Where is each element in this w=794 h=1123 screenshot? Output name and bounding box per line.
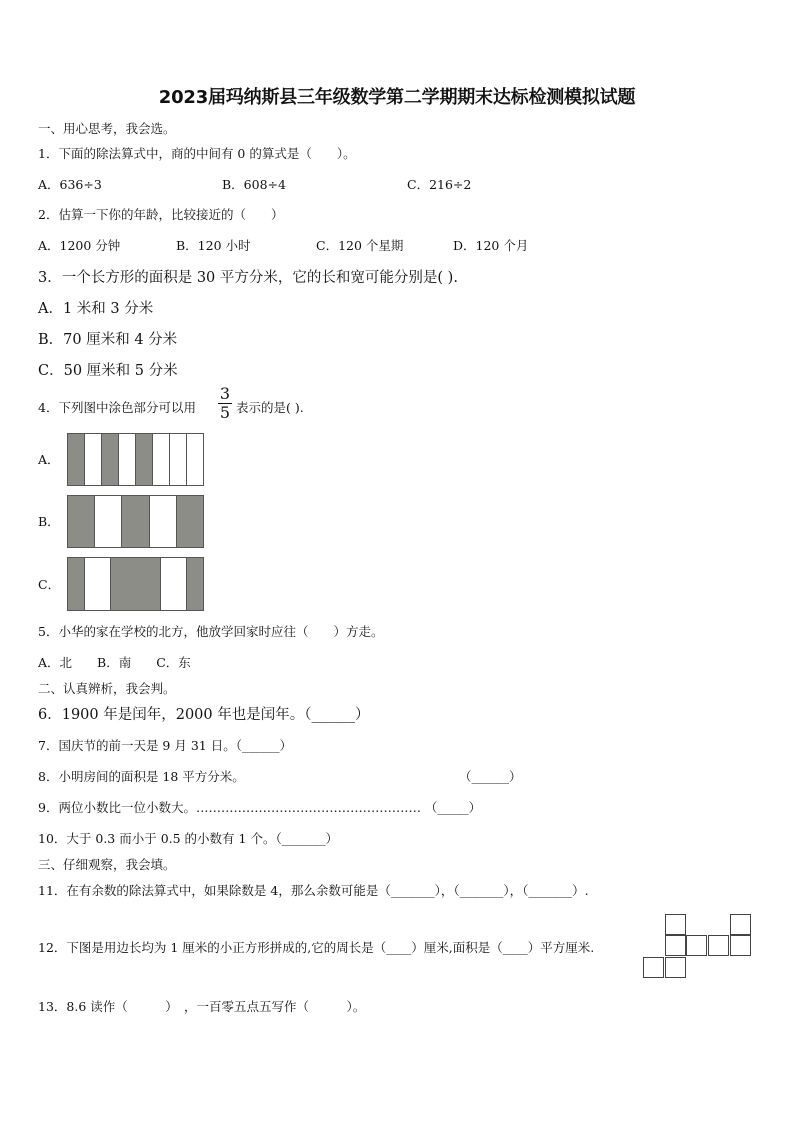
figure-b-stripe-2 (95, 496, 122, 547)
question-4-stem-prefix: 4．下列图中涂色部分可以用 (38, 400, 196, 415)
grid-square (665, 914, 686, 935)
section-heading-2: 二、认真辨析，我会判。 (38, 681, 176, 696)
question-5-options: A．北 B．南 C．东 (38, 655, 191, 670)
figure-c (67, 557, 204, 611)
question-1-stem: 1．下面的除法算式中，商的中间有 0 的算式是（ ）。 (38, 146, 356, 161)
question-4-option-a-label: A． (38, 452, 60, 467)
fraction-denominator: 5 (219, 403, 231, 422)
fraction (218, 386, 232, 421)
section-heading-1: 一、用心思考，我会选。 (38, 121, 176, 136)
figure-a-stripe-6 (153, 434, 170, 485)
figure-b (67, 495, 204, 548)
figure-c-stripe-3 (111, 558, 162, 610)
question-8-text: 8．小明房间的面积是 18 平方分米。 (38, 769, 245, 784)
figure-b-stripe-3 (122, 496, 149, 547)
figure-b-stripe-4 (150, 496, 177, 547)
page-title: 2023届玛纳斯县三年级数学第二学期期末达标检测模拟试题 (158, 87, 636, 108)
question-9: 9．两位小数比一位小数大。……………………………………………… （_____） (38, 800, 482, 815)
grid-square (686, 935, 707, 956)
figure-a (67, 433, 204, 486)
question-7: 7．国庆节的前一天是 9 月 31 日。（______） (38, 738, 292, 753)
question-4-option-c-label: C． (38, 577, 61, 592)
figure-a-stripe-3 (102, 434, 119, 485)
question-1-option-b: B．608÷4 (222, 177, 286, 192)
question-13: 13．8.6 读作（ ） ，一百零五点五写作（ ）。 (38, 999, 366, 1014)
figure-b-stripe-1 (68, 496, 95, 547)
question-2-option-c: C．120 个星期 (316, 238, 404, 253)
figure-c-stripe-4 (161, 558, 187, 610)
fraction-numerator: 3 (219, 384, 231, 403)
question-2-option-b: B．120 小时 (176, 238, 251, 253)
grid-square (730, 935, 751, 956)
question-11: 11．在有余数的除法算式中，如果除数是 4，那么余数可能是（_______），（_______），（_______）. (38, 883, 589, 898)
section-heading-3: 三、仔细观察，我会填。 (38, 857, 176, 872)
grid-square (643, 957, 664, 978)
figure-a-stripe-5 (136, 434, 153, 485)
question-3-stem: 3．一个长方形的面积是 30 平方分米，它的长和宽可能分别是( ). (38, 270, 458, 286)
question-2-option-d: D．120 个月 (453, 238, 529, 253)
grid-square (708, 935, 729, 956)
figure-c-stripe-2 (85, 558, 111, 610)
question-8-blank: （______） (459, 769, 522, 784)
figure-a-stripe-2 (85, 434, 102, 485)
question-3-option-a: A．1 米和 3 分米 (38, 301, 154, 317)
question-3-option-c: C．50 厘米和 5 分米 (38, 363, 178, 379)
figure-b-stripe-5 (177, 496, 203, 547)
question-3-option-b: B．70 厘米和 4 分米 (38, 332, 178, 348)
figure-c-stripe-5 (187, 558, 203, 610)
question-4-option-b-label: B． (38, 514, 60, 529)
figure-a-stripe-4 (119, 434, 136, 485)
question-5-stem: 5．小华的家在学校的北方，他放学回家时应往（ ）方走。 (38, 624, 384, 639)
question-1-option-c: C．216÷2 (407, 177, 472, 192)
question-10: 10．大于 0.3 而小于 0.5 的小数有 1 个。（_______） (38, 831, 338, 846)
question-4-stem-suffix: 表示的是( ). (236, 400, 304, 415)
grid-square (665, 935, 686, 956)
grid-square (665, 957, 686, 978)
figure-c-stripe-1 (68, 558, 85, 610)
figure-a-stripe-7 (170, 434, 187, 485)
grid-square (730, 914, 751, 935)
figure-a-stripe-1 (68, 434, 85, 485)
figure-a-stripe-8 (187, 434, 203, 485)
question-1-option-a: A．636÷3 (38, 177, 102, 192)
question-12: 12．下图是用边长均为 1 厘米的小正方形拼成的,它的周长是（____）厘米,面积是（____）平方厘米. (38, 940, 595, 955)
question-2-option-a: A．1200 分钟 (38, 238, 121, 253)
question-6: 6．1900 年是闰年，2000 年也是闰年。（______） (38, 707, 370, 723)
question-2-stem: 2．估算一下你的年龄，比较接近的（ ） (38, 207, 284, 222)
